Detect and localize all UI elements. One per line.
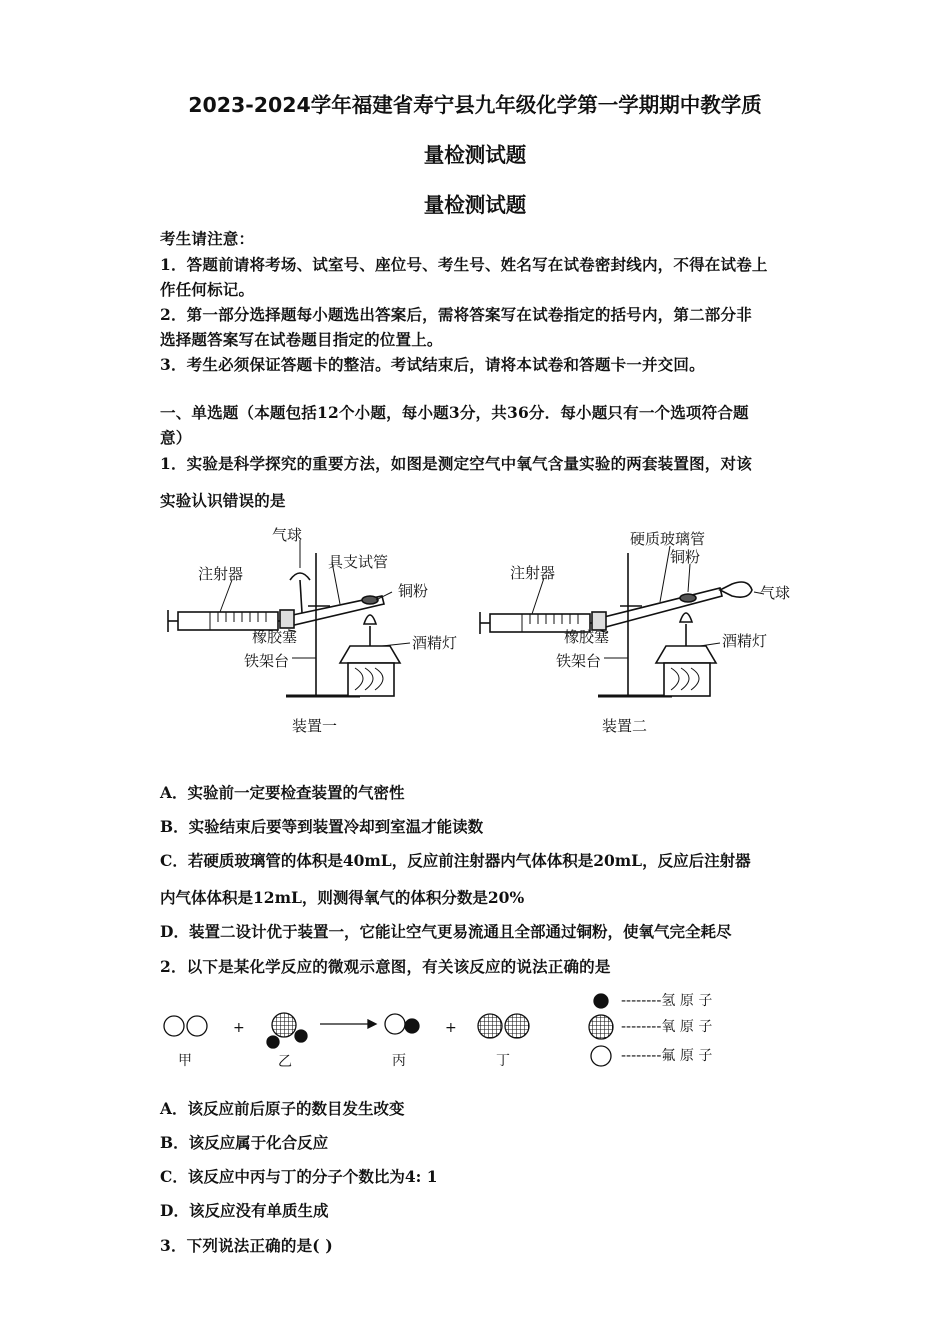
molecule-ding-label: 丁 [496,1053,510,1069]
setup-two-stand-label: 铁架台 [556,652,602,670]
section-heading-b: 意） [160,428,192,447]
setup-one-stand-label: 铁架台 [244,652,290,670]
notice-item-3: 3．考生必须保证答题卡的整洁。考试结束后，请将本试卷和答题卡一并交回。 [160,355,705,374]
legend-oxygen-icon [589,1015,613,1039]
molecule-yi-label: 乙 [278,1054,292,1070]
notice-item-2b: 选择题答案写在试卷题目指定的位置上。 [160,330,443,349]
molecule-bing-label: 丙 [392,1053,406,1069]
q1-option-a: A．实验前一定要检查装置的气密性 [160,783,405,802]
page-title-line-1: 2023-2024学年福建省寿宁县九年级化学第一学期期中教学质 [188,93,762,117]
molecule-jia [164,1016,207,1036]
q2-option-d: D．该反应没有单质生成 [160,1201,329,1220]
q1-option-b: B．实验结束后要等到装置冷却到室温才能读数 [160,817,484,836]
q1-stem-a: 1．实验是科学探究的重要方法，如图是测定空气中氧气含量实验的两套装置图，对该 [160,454,752,473]
notice-heading: 考生请注意： [160,229,255,248]
setup-one-copper-label: 铜粉 [398,582,429,600]
q2-stem: 2．以下是某化学反应的微观示意图，有关该反应的说法正确的是 [160,957,611,976]
setup-two-syringe-label: 注射器 [510,564,556,582]
setup-one-syringe-label: 注射器 [198,565,244,583]
legend [589,994,613,1066]
q1-option-d: D．装置二设计优于装置一，它能让空气更易流通且全部通过铜粉，使氧气完全耗尽 [160,922,732,941]
q1-option-c-line-1: C．若硬质玻璃管的体积是40mL，反应前注射器内气体体积是20mL，反应后注射器 [160,851,751,870]
legend-fluorine-icon [591,1046,611,1066]
setup-one-lamp-label: 酒精灯 [412,634,458,652]
molecule-jia-label: 甲 [178,1053,192,1069]
q3-stem: 3．下列说法正确的是( ) [160,1236,333,1255]
molecule-ding [478,1014,529,1038]
q2-reaction-figure [160,985,760,1075]
setup-one-stopper-label: 橡胶塞 [252,628,298,646]
setup-one-balloon-label: 气球 [272,526,303,544]
q2-option-b: B．该反应属于化合反应 [160,1133,329,1152]
molecule-yi [267,1013,307,1048]
molecule-bing [385,1014,419,1034]
setup-one-tube-label: 具支试管 [328,553,389,571]
q1-apparatus-figure [160,518,800,743]
page-title-line-2: 量检测试题 [423,143,527,167]
setup-two-stopper-label: 橡胶塞 [564,628,610,646]
q1-option-c-line-2: 内气体体积是12mL，则测得氧气的体积分数是20% [160,888,525,907]
page-title-line-3: 量检测试题 [423,193,527,217]
setup-two-balloon-label: 气球 [760,584,791,602]
q2-option-a: A．该反应前后原子的数目发生改变 [160,1099,405,1118]
setup-two-copper-label: 铜粉 [670,548,701,566]
legend-hydrogen-icon [594,994,608,1008]
q1-stem-b: 实验认识错误的是 [160,491,286,510]
notice-item-1b: 作任何标记。 [160,280,255,299]
plus-sign-1: + [233,1020,245,1036]
setup-two-lamp-label: 酒精灯 [722,632,768,650]
notice-item-1a: 1．答题前请将考场、试室号、座位号、考生号、姓名写在试卷密封线内，不得在试卷上 [160,255,768,274]
reaction-arrow [320,1020,376,1028]
legend-fluorine-label: --------氟 原 子 [621,1048,713,1064]
q2-option-c: C．该反应中丙与丁的分子个数比为4: 1 [160,1167,438,1186]
section-heading-a: 一、单选题（本题包括12个小题，每小题3分，共36分．每小题只有一个选项符合题 [160,403,749,422]
notice-item-2a: 2．第一部分选择题每小题选出答案后，需将答案写在试卷指定的括号内，第二部分非 [160,305,752,324]
setup-two-tube-label: 硬质玻璃管 [630,530,706,548]
setup-two-caption: 装置二 [602,717,648,735]
setup-one-caption: 装置一 [292,717,338,735]
plus-sign-2: + [445,1020,457,1036]
legend-oxygen-label: --------氧 原 子 [621,1019,713,1035]
legend-hydrogen-label: --------氢 原 子 [621,993,713,1009]
